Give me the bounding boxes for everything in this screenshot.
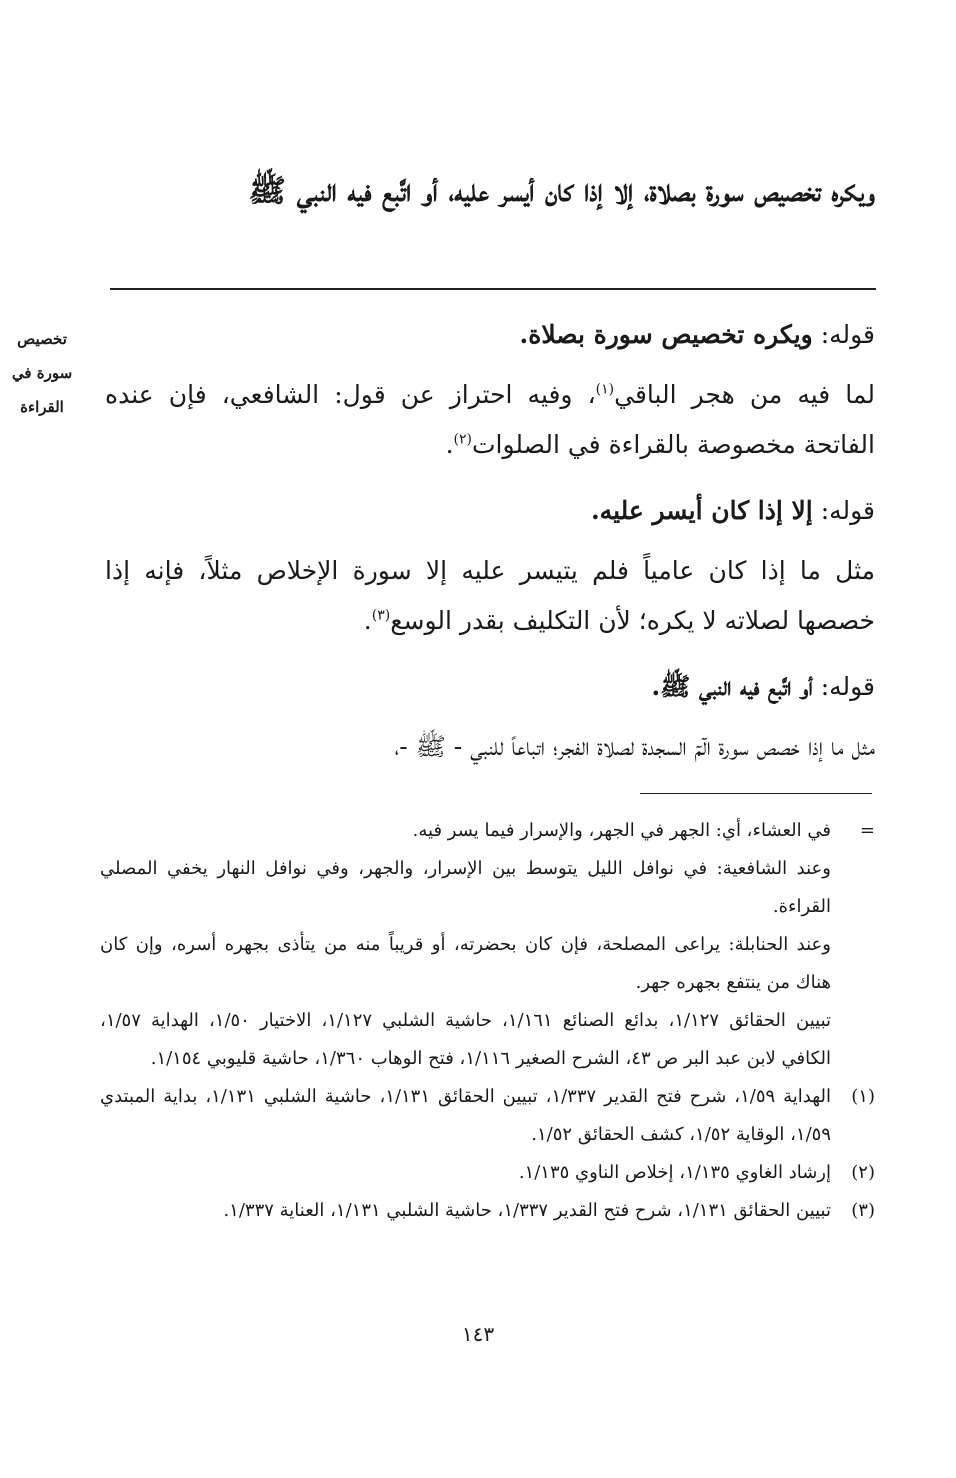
margin-note: تخصيص سورة في القراءة: [11, 330, 73, 416]
footnote-marker: =: [859, 820, 875, 841]
footnote-text: في العشاء، أي: الجهر في الجهر، والإسرار فيما يسر فيه.: [412, 820, 831, 841]
commentary-section-1: [105, 310, 875, 470]
qawl-label: قوله:: [820, 320, 875, 349]
footnote-text: الهداية ١/٥٩، شرح فتح القدير ١/٣٣٧، تبيين الحقائق ١/١٣١، حاشية الشلبي ١/١٣١، بداية المبتدي ١/٥٩، الوقاية ١/٥٢، كشف الحقائق ١/٥٢.: [100, 1086, 832, 1145]
footnote-text: وعند الحنابلة: يراعى المصلحة، فإن كان بحضرته، أو قريباً منه من يتأذى بجهره أسره، وإن كان هناك من ينتفع بجهره جهر.: [100, 934, 831, 993]
footnote-divider: [640, 793, 872, 794]
footnote-marker: (٣): [851, 1200, 875, 1221]
footnote-ref: (٣): [371, 607, 391, 624]
footnote-item: [100, 1154, 875, 1192]
footnote-marker: (١): [851, 1086, 875, 1107]
paragraph-text: .: [363, 606, 372, 635]
footnote-item: [100, 926, 875, 1002]
footnote-text: تبيين الحقائق ١/١٣١، شرح فتح القدير ١/٣٣٧، حاشية الشلبي ١/١٣١، العناية ١/٣٣٧.: [223, 1200, 831, 1221]
footnote-item: [100, 850, 875, 926]
paragraph-text: .: [445, 430, 454, 459]
footnote-marker: (٢): [851, 1162, 875, 1183]
qawl-line-2: [105, 486, 875, 536]
commentary-paragraph: [105, 370, 875, 470]
commentary-section-2: [105, 486, 875, 646]
page-number: ١٤٣: [461, 1322, 495, 1346]
footnote-item: [100, 1078, 875, 1154]
footnotes: [100, 812, 875, 1230]
qawl-text: أو اتَّبع فيه النبي ﷺ.: [651, 672, 813, 701]
footnote-item: [100, 1002, 875, 1078]
paragraph-text: لما فيه من هجر الباقي: [614, 380, 875, 409]
footnote-marker: [831, 850, 875, 926]
paragraph-text: ، وفيه احتراز عن قول: الشافعي، فإن عنده الفاتحة مخصوصة بالقراءة في الصلوات: [105, 380, 875, 459]
footnote-ref: (٢): [453, 431, 472, 448]
paragraph-text: مثل ما إذا خصص سورة الٓمٓ السجدة لصلاة الفجر؛ اتباعاً للنبي - ﷺ -،: [394, 732, 875, 761]
heading-divider: [110, 288, 876, 290]
commentary-paragraph: [105, 546, 875, 646]
commentary-section-3: [105, 662, 875, 772]
paragraph-text: مثل ما إذا كان عامياً فلم يتيسر عليه إلا سورة الإخلاص مثلاً، فإنه إذا خصصها لصلاته لا يكره؛ لأن التكليف بقدر الوسع: [105, 556, 875, 635]
footnote-text: تبيين الحقائق ١/١٢٧، بدائع الصنائع ١/١٦١، حاشية الشلبي ١/١٢٧، الاختيار ١/٥٠، الهداية ١/٥٧، الكافي لابن عبد البر ص ٤٣، الشرح الصغير ١/١١٦، فتح الوهاب ١/٣٦٠، حاشية قليوبي ١/١٥٤.: [100, 1010, 832, 1069]
footnote-text: وعند الشافعية: في نوافل الليل يتوسط بين الإسرار، والجهر، وفي نوافل النهار يخفي المصلي القراءة.: [100, 858, 831, 917]
commentary-paragraph: [105, 722, 875, 772]
qawl-text: ويكره تخصيص سورة بصلاة.: [519, 320, 813, 349]
qawl-line-1: [105, 310, 875, 360]
footnote-item: [100, 812, 875, 850]
footnote-text: إرشاد الغاوي ١/١٣٥، إخلاص الناوي ١/١٣٥.: [518, 1162, 831, 1183]
qawl-line-3: [105, 662, 875, 712]
footnote-ref: (١): [595, 381, 615, 398]
matn-heading: ويكره تخصيص سورة بصلاة، إلا إذا كان أيسر عليه، أو اتَّبع فيه النبي ﷺ: [248, 173, 875, 209]
footnote-marker: [831, 926, 875, 1002]
footnote-item: [100, 1192, 875, 1230]
qawl-text: إلا إذا كان أيسر عليه.: [590, 496, 813, 525]
qawl-label: قوله:: [820, 672, 875, 701]
footnote-marker: [831, 1002, 875, 1078]
qawl-label: قوله:: [820, 496, 875, 525]
